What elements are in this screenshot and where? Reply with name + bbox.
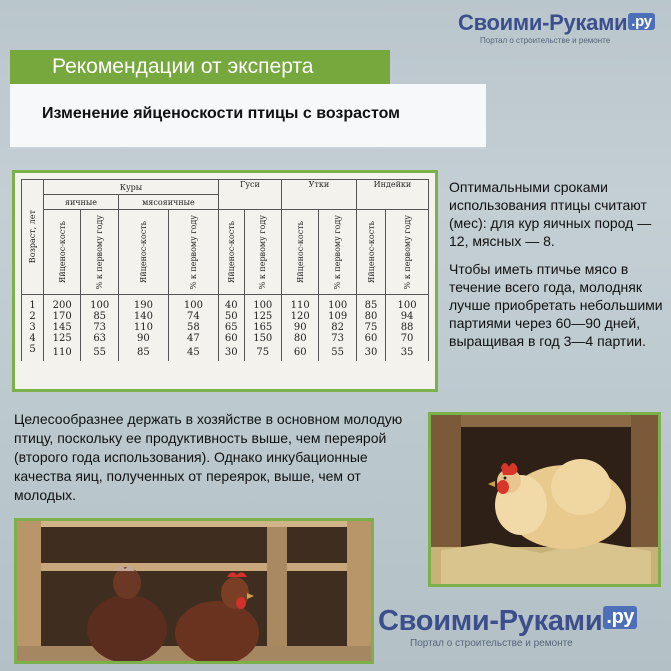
age-header: Возраст, лет: [22, 180, 44, 295]
header-gusi: Гуси: [218, 180, 281, 210]
table-row: 3 145 73 110 58 65 165 90 82 75 88: [22, 322, 429, 333]
site-logo-title: [378, 605, 668, 638]
photo-two-hens: [14, 518, 374, 664]
expert-banner: [10, 50, 390, 84]
col-pct-header: % к первому году: [386, 210, 429, 295]
egg-production-table-frame: [12, 170, 438, 392]
site-name: Своими-Руками: [378, 605, 603, 637]
col-pct-header: % к первому году: [81, 210, 118, 295]
site-tagline: Портал о строительстве и ремонте: [480, 36, 611, 45]
col-eggs-header: Яйценос-кость: [218, 210, 244, 295]
site-tld-badge: .ру: [628, 13, 655, 30]
egg-production-table: [21, 179, 429, 361]
col-eggs-header: Яйценос-кость: [281, 210, 318, 295]
header-yaichnye: яичные: [44, 195, 119, 210]
site-logo-bottom[interactable]: [378, 605, 668, 649]
col-pct-header: % к первому году: [168, 210, 218, 295]
paragraph-usage-period: Оптимальными сроками использования птицы считают (мес): для кур яичных пород — 12, мясных — 8.: [449, 179, 652, 249]
site-logo-title: [458, 10, 658, 36]
header-myasoyaichnye: мясояичные: [118, 195, 218, 210]
col-pct-header: % к первому году: [244, 210, 281, 295]
hens-coop-illustration: [17, 521, 371, 661]
col-eggs-header: Яйценос-кость: [356, 210, 385, 295]
table-row: 4 125 63 90 47 60 150 80 73 60 70: [22, 333, 429, 344]
table-row: 2 170 85 140 74 50 125 120 109 80 94: [22, 311, 429, 322]
site-logo-top[interactable]: [458, 10, 658, 45]
page-title: Изменение яйценоскости птицы с возрастом: [42, 105, 400, 122]
col-pct-header: % к первому году: [319, 210, 356, 295]
hen-nest-illustration: [431, 415, 658, 584]
col-eggs-header: Яйценос-кость: [118, 210, 168, 295]
title-banner: [10, 84, 486, 149]
table-row: 1 200 100 190 100 40 100 110 100 85 100: [22, 295, 429, 312]
header-utki: Утки: [281, 180, 356, 210]
expert-banner-label: Рекомендации от эксперта: [52, 55, 314, 78]
paragraph-young-bird: Целесообразнее держать в хозяйстве в основном молодую птицу, поскольку ее продуктивность выше, чем переярой (второго года использования). Однако инкубационные качества яиц, полученных от переярок, выше, чем от молодых.: [14, 411, 403, 503]
site-tld-badge: .ру: [603, 606, 637, 629]
paragraph-young-stock: Чтобы иметь птичье мясо в течение всего года, молодняк лучше приобретать небольшими партиями через 60—90 дней, выращивая в год 3—4 партии.: [449, 261, 663, 349]
site-tagline: Портал о строительстве и ремонте: [410, 638, 573, 649]
header-indeyki: Индейки: [356, 180, 428, 210]
col-eggs-header: Яйценос-кость: [44, 210, 81, 295]
header-kury: Куры: [44, 180, 219, 195]
recommendation-text: [449, 178, 665, 360]
table-row: 5 110 55 85 45 30 75 60 55 30 35: [22, 344, 429, 361]
site-name: Своими-Руками: [458, 10, 628, 35]
photo-hen-in-nest: [428, 412, 661, 587]
